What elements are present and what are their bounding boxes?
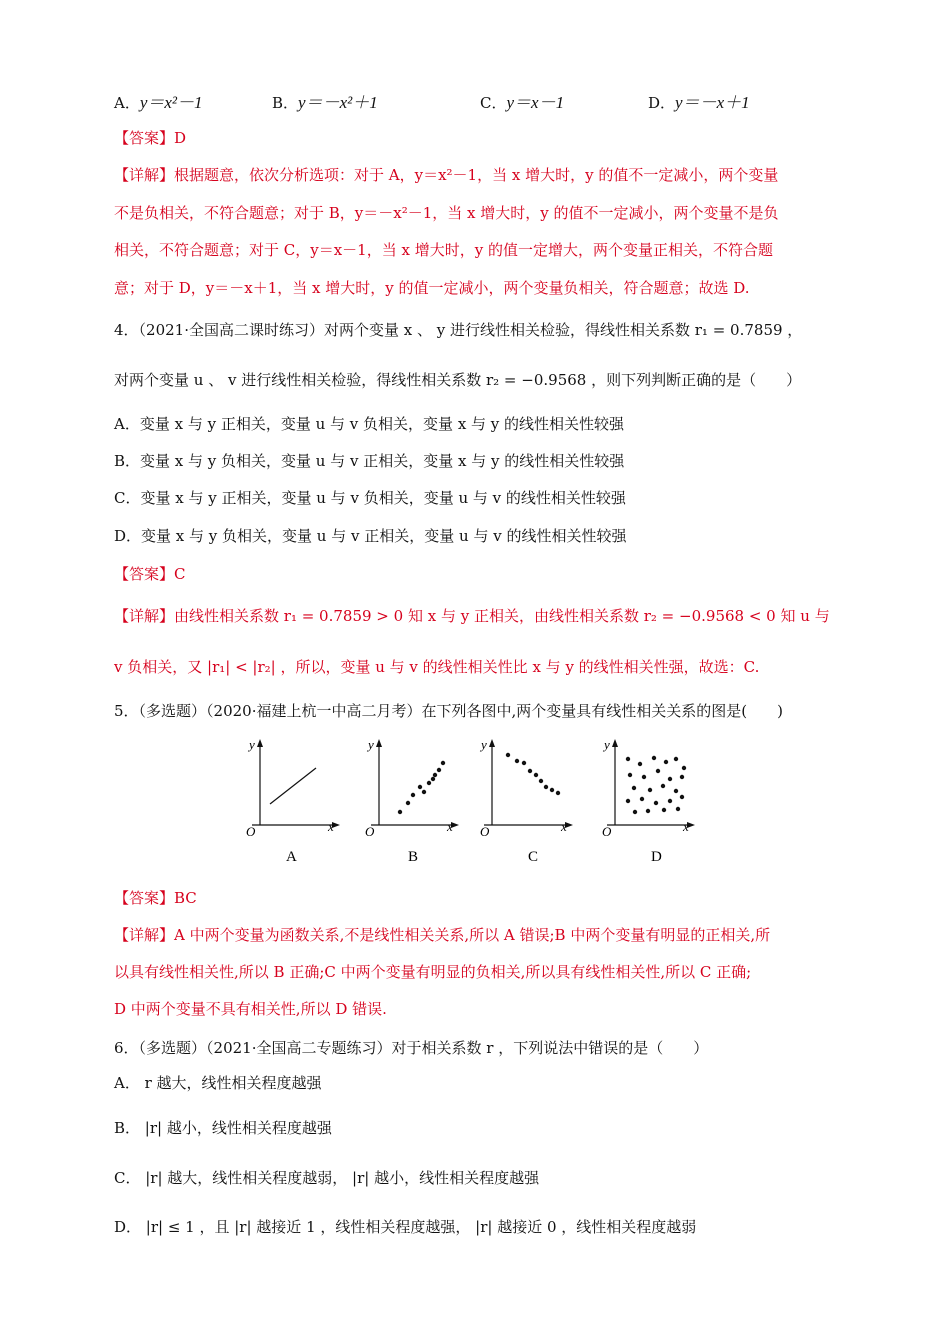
origin-label: O <box>246 824 256 839</box>
axis-x-label: x <box>447 819 453 834</box>
option-expr: y＝x－1 <box>506 93 565 112</box>
q5-detail-line: 【详解】A 中两个变量为函数关系,不是线性相关关系,所以 A 错误;B 中两个变量有明显的正相关,所 <box>114 926 771 944</box>
option-letter: D． <box>648 94 676 112</box>
panel-c <box>479 737 573 865</box>
q3-detail-line: 相关，不符合题意；对于 C，y＝x－1，当 x 增大时，y 的值一定增大，两个变量正相关，不符合题 <box>114 241 773 259</box>
axis-y-label: y <box>604 737 610 752</box>
q5-scatter-figure <box>230 735 710 870</box>
axis-y-label: y <box>249 737 255 752</box>
q5-stem: 5．（多选题）（2020·福建上杭一中高二月考）在下列各图中,两个变量具有线性相关关系的图是( ) <box>114 702 783 720</box>
origin-label: O <box>602 824 612 839</box>
q4-option-a: A．变量 x 与 y 正相关，变量 u 与 v 负相关，变量 x 与 y 的线性相关性较强 <box>114 415 625 433</box>
function-line <box>270 768 316 804</box>
q6-option-d: D． |r| ≤ 1 ，且 |r| 越接近 1 ，线性相关程度越强， |r| 越接近 0 ，线性相关程度越弱 <box>114 1218 697 1236</box>
q4-option-d: D．变量 x 与 y 负相关，变量 u 与 v 正相关，变量 u 与 v 的线性相关性较强 <box>114 527 627 545</box>
option-letter: A． <box>114 94 140 112</box>
axis-x-label: x <box>561 819 567 834</box>
option-letter: B． <box>272 94 299 112</box>
axis-y-label: y <box>481 737 487 752</box>
q6-option-c: C． |r| 越大，线性相关程度越弱， |r| 越小，线性相关程度越强 <box>114 1169 540 1187</box>
option-expr: y＝x²－1 <box>139 93 203 112</box>
q5-detail-line: D 中两个变量不具有相关性,所以 D 错误. <box>114 1000 387 1018</box>
option-expr: y＝－x＋1 <box>675 93 750 112</box>
option-expr: y＝－x²＋1 <box>298 93 378 112</box>
panel-d <box>602 737 695 865</box>
q5-detail-line: 以具有线性相关性,所以 B 正确;C 中两个变量有明显的负相关,所以具有线性相关性,所以 C 正确; <box>114 963 752 981</box>
points-c <box>506 753 560 795</box>
q3-detail-line: 意；对于 D，y＝－x＋1，当 x 增大时，y 的值一定减小，两个变量负相关，符合题意；故选 D. <box>114 279 750 297</box>
origin-label: O <box>365 824 375 839</box>
q3-option-d <box>648 88 750 113</box>
points-d <box>626 756 686 814</box>
q3-detail-line: 【详解】根据题意，依次分析选项：对于 A，y＝x²－1，当 x 增大时，y 的值不一定减小，两个变量 <box>114 166 779 184</box>
q4-option-c: C．变量 x 与 y 正相关，变量 u 与 v 负相关，变量 u 与 v 的线性相关性较强 <box>114 489 626 507</box>
q3-option-b <box>272 88 378 113</box>
panel-label: B <box>408 849 419 865</box>
q3-answer: 【答案】D <box>114 129 187 147</box>
axis-x-label: x <box>683 819 689 834</box>
q6-stem: 6．（多选题）（2021·全国高二专题练习）对于相关系数 r ，下列说法中错误的是（ ） <box>114 1039 709 1057</box>
q4-stem: 对两个变量 u 、 v 进行线性相关检验，得线性相关系数 r₂ = −0.9568 ，则下列判断正确的是（ ） <box>114 371 802 389</box>
axis-y-label: y <box>368 737 374 752</box>
panel-a <box>246 737 340 865</box>
q3-option-c <box>480 88 564 113</box>
q4-detail-line: v 负相关，又 |r₁| < |r₂| ，所以，变量 u 与 v 的线性相关性比 x 与 y 的线性相关性强，故选：C. <box>114 658 760 676</box>
axis-x-label: x <box>328 819 334 834</box>
q3-option-a <box>114 88 203 113</box>
option-letter: C． <box>480 94 507 112</box>
q4-detail-line: 【详解】由线性相关系数 r₁ = 0.7859 > 0 知 x 与 y 正相关，由线性相关系数 r₂ = −0.9568 < 0 知 u 与 <box>114 607 830 625</box>
points-b <box>398 761 445 814</box>
origin-label: O <box>480 824 490 839</box>
q6-option-a: A． r 越大，线性相关程度越强 <box>114 1074 322 1092</box>
q3-detail-line: 不是负相关，不符合题意；对于 B，y＝－x²－1，当 x 增大时，y 的值不一定减小，两个变量不是负 <box>114 204 779 222</box>
q4-stem: 4．（2021·全国高二课时练习）对两个变量 x 、 y 进行线性相关检验，得线性相关系数 r₁ = 0.7859 ， <box>114 321 803 339</box>
panel-label: C <box>528 849 539 865</box>
q6-option-b: B． |r| 越小，线性相关程度越强 <box>114 1119 332 1137</box>
q4-answer: 【答案】C <box>114 565 186 583</box>
panel-label: A <box>286 849 297 865</box>
panel-b <box>365 737 459 865</box>
q5-answer: 【答案】BC <box>114 889 197 907</box>
q4-option-b: B．变量 x 与 y 负相关，变量 u 与 v 正相关，变量 x 与 y 的线性相关性较强 <box>114 452 625 470</box>
panel-label: D <box>651 849 662 865</box>
